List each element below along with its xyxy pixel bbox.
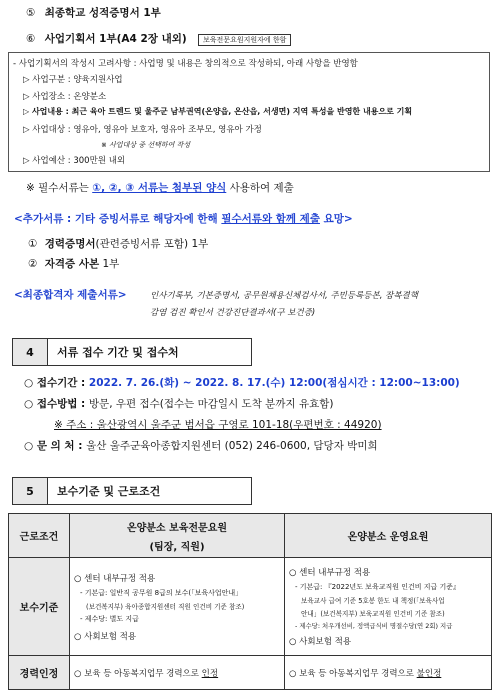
table-header-specialist-line1: 온양분소 보육전문요원	[126, 522, 228, 534]
contact-value: 울산 울주군육아종합지원센터 (052) 246-0600, 담당자 박미희	[86, 440, 378, 452]
section-4-header	[12, 338, 252, 366]
career-operator-value: 불인정	[416, 668, 442, 679]
additional-item-1-rest: (관련증빙서류 포함) 1부	[95, 238, 209, 250]
pay-operator-l3: 보육교사 급여 기준 5호봉 한도 내 책정(「보육사업	[301, 597, 445, 605]
table-header-condition: 근로조건	[9, 514, 70, 558]
section-5-header	[12, 477, 252, 505]
career-specialist-value: 인정	[201, 668, 219, 679]
plan-item-place: ▷ 사업장소 : 온양분소	[23, 92, 107, 102]
final-line-1: 인사기록부, 기본증명서, 공무원채용신체검사서, 주민등록등본, 잠복결핵	[150, 291, 418, 301]
item-5	[26, 5, 161, 20]
item-6-text: 사업기획서 1부(A4 2장 내외)	[44, 33, 187, 45]
contact-label: ○ 문 의 처 :	[24, 440, 87, 452]
additional-title	[14, 211, 353, 226]
contact-line	[24, 438, 378, 453]
table-cell-pay-operator	[285, 558, 492, 656]
plan-item-budget: ▷ 사업예산 : 300만원 내외	[23, 156, 126, 166]
plan-item-target	[23, 123, 262, 135]
additional-title-a: <추가서류 : 기타 증빙서류로 해당자에 한해	[14, 213, 222, 225]
additional-title-b: 필수서류와 함께 제출	[221, 213, 320, 225]
additional-item-1-num: ①	[28, 238, 38, 250]
section-5-number: 5	[13, 478, 48, 504]
address-line: ※ 주소 : 울산광역시 울주군 범서읍 구영로 101-18(우편번호 : 44920)	[54, 419, 382, 431]
table-row-career-label: 경력인정	[9, 656, 70, 690]
period-label: ○ 접수기간 :	[24, 377, 89, 389]
plan-item-target-label: ▷ 사업대상 : 영유아, 영유아 보호자, 영유아 조부모, 영유아 가정	[23, 125, 262, 135]
method-line	[24, 396, 333, 411]
required-note	[26, 180, 294, 195]
pay-specialist-l4: - 제수당: 별도 지급	[80, 614, 139, 623]
plan-item-content: ▷ 사업내용 : 최근 육아 트렌드 및 울주군 남부권역(온양읍, 온산읍, 서생면) 지역 특성을 반영한 내용으로 기획	[23, 107, 413, 116]
table-cell-career-specialist	[70, 656, 285, 690]
career-specialist-text: ○ 보육 등 아동복지업무 경력으로	[74, 668, 202, 679]
method-value: 방문, 우편 접수(접수는 마감일시 도착 분까지 유효함)	[88, 398, 334, 410]
required-note-prefix: ※ 필수서류는	[26, 182, 93, 194]
table-header-specialist	[70, 514, 285, 558]
additional-item-2-num: ②	[28, 258, 38, 270]
item-6	[26, 31, 291, 46]
final-line-2: 감염 검진 확인서 건강진단결과서(구 보건증)	[150, 308, 316, 318]
pay-specialist-l5: ○ 사회보험 적용	[74, 631, 137, 642]
additional-title-c: 요망>	[319, 213, 353, 225]
career-operator-text: ○ 보육 등 아동복지업무 경력으로	[289, 668, 417, 679]
pay-operator-l1: ○ 센터 내부규정 적용	[289, 568, 371, 578]
method-label: ○ 접수방법 :	[24, 398, 89, 410]
section-4-number: 4	[13, 339, 48, 365]
section-4-title: 서류 접수 기간 및 접수처	[57, 346, 179, 359]
additional-item-1	[28, 236, 208, 251]
item-6-tag: 보육전문요원지원자에 한함	[198, 34, 291, 46]
period-line	[24, 375, 460, 390]
period-value: 2022. 7. 26.(화) ~ 2022. 8. 17.(수) 12:00(점심시간 : 12:00~13:00)	[88, 377, 460, 389]
additional-item-2	[28, 256, 119, 271]
pay-operator-l5: - 제수당: 처우개선비, 정액급식비 명절수당(연 2회) 지급	[295, 622, 453, 630]
table-row-pay-label: 보수기준	[9, 558, 70, 656]
pay-operator-l2: - 기본급: 『2022년도 보육교직원 인건비 지급 기준』	[295, 583, 461, 591]
additional-item-2-bold: 자격증 사본	[44, 258, 100, 270]
final-title: <최종합격자 제출서류>	[14, 289, 127, 301]
pay-operator-l6: ○ 사회보험 적용	[289, 637, 352, 647]
required-note-highlight: ①, ②, ③ 서류는 첨부된 양식	[92, 182, 227, 194]
required-note-suffix: 사용하여 제출	[226, 182, 294, 194]
additional-item-2-rest: 1부	[99, 258, 120, 270]
pay-specialist-l2: - 기본급: 일반직 공무원 8급의 보수(「보육사업안내」	[80, 588, 243, 597]
plan-item-note: ※ 사업대상 중 선택하여 작성	[101, 141, 191, 149]
plan-intro: - 사업기획서의 작성시 고려사항 : 사업명 및 내용은 창의적으로 작성하되, 아래 사항을 반영함	[13, 59, 358, 69]
item-5-num: ⑤	[26, 7, 36, 19]
table-header-specialist-line2: (팀장, 직원)	[149, 541, 205, 553]
pay-specialist-l3: (보건복지부) 육아종합지원센터 직원 인건비 기준 참조)	[86, 602, 245, 611]
plan-item-type: ▷ 사업구분 : 양육지원사업	[23, 75, 123, 85]
conditions-table	[8, 513, 492, 690]
additional-item-1-bold: 경력증명서	[44, 238, 96, 250]
item-5-text: 최종학교 성적증명서 1부	[44, 7, 161, 19]
plan-box	[8, 52, 490, 172]
item-6-num: ⑥	[26, 33, 36, 45]
table-header-operator: 온양분소 운영요원	[285, 514, 492, 558]
section-5-title: 보수기준 및 근로조건	[57, 485, 161, 498]
table-cell-career-operator	[285, 656, 492, 690]
pay-operator-l4: 안내」(보건복지부) 보육교직원 인건비 기준 참조)	[301, 610, 445, 618]
pay-specialist-l1: ○ 센터 내부규정 적용	[74, 573, 156, 584]
table-cell-pay-specialist	[70, 558, 285, 656]
